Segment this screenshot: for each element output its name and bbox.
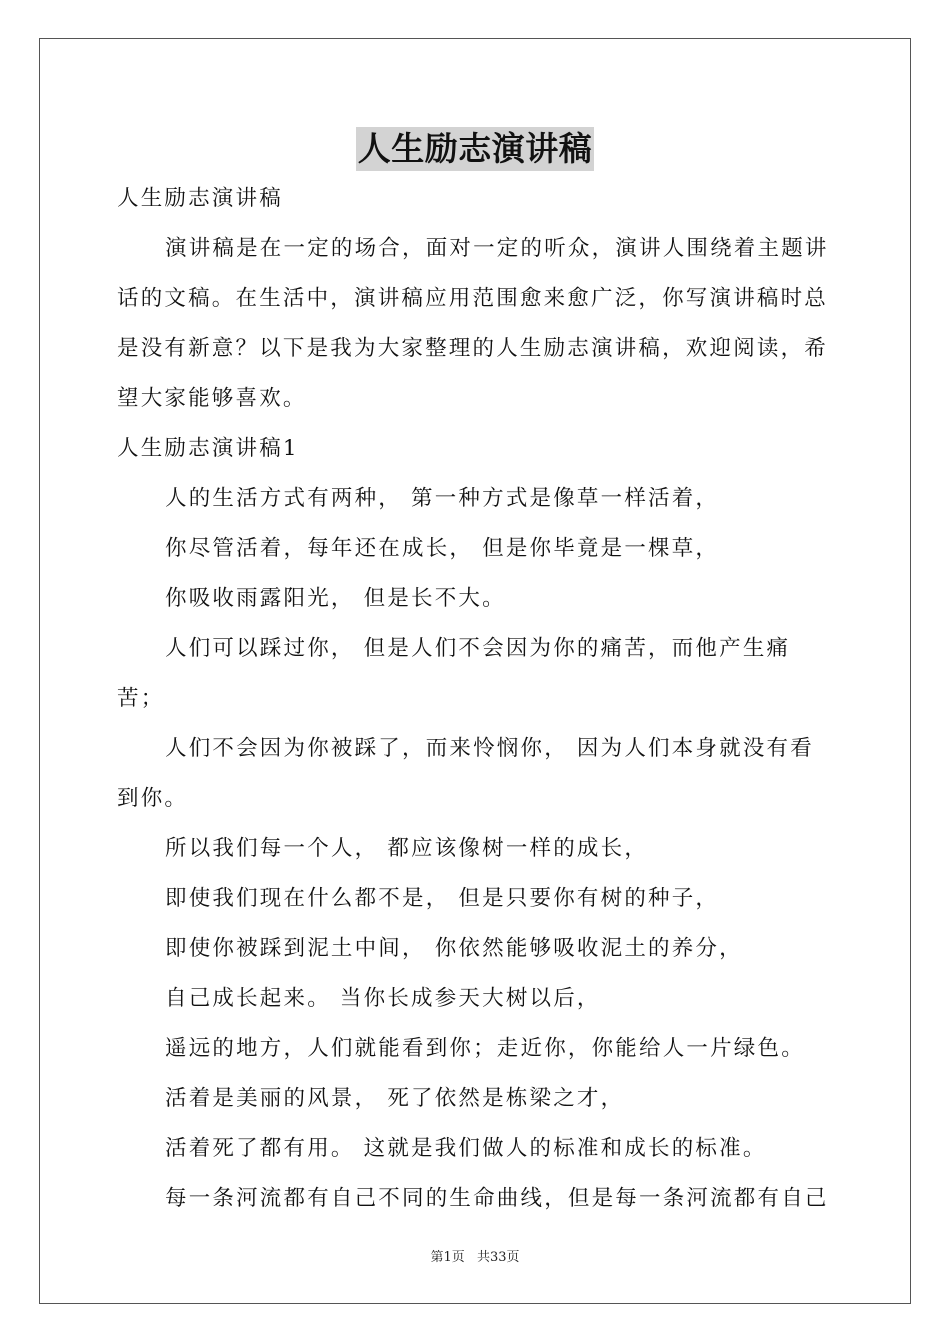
body-paragraph: 即使我们现在什么都不是， 但是只要你有树的种子， bbox=[165, 886, 720, 911]
body-paragraph: 遥远的地方，人们就能看到你；走近你，你能给人一片绿色。 bbox=[165, 1036, 805, 1061]
document-body bbox=[117, 174, 835, 1224]
body-paragraph: 演讲稿是在一定的场合，面对一定的听众，演讲人围绕着主题讲话的文稿。在生活中，演讲稿应用范围愈来愈广泛，你写演讲稿时总是没有新意？以下是我为大家整理的人生励志演讲稿，欢迎阅读，希望大家能够喜欢。 bbox=[117, 236, 829, 411]
document-title: 人生励志演讲稿 bbox=[356, 127, 595, 171]
section-heading: 人生励志演讲稿 bbox=[117, 186, 283, 211]
page-footer bbox=[0, 1246, 950, 1265]
page-number: 第1页 bbox=[430, 1250, 465, 1265]
body-paragraph: 人们不会因为你被踩了，而来怜悯你， 因为人们本身就没有看到你。 bbox=[117, 736, 814, 811]
body-paragraph: 活着是美丽的风景， 死了依然是栋梁之才， bbox=[165, 1086, 625, 1111]
body-paragraph: 人的生活方式有两种， 第一种方式是像草一样活着， bbox=[165, 486, 720, 511]
page-total: 共33页 bbox=[476, 1250, 520, 1265]
body-paragraph: 即使你被踩到泥土中间， 你依然能够吸收泥土的养分， bbox=[165, 936, 743, 961]
body-paragraph: 所以我们每一个人， 都应该像树一样的成长， bbox=[165, 836, 649, 861]
body-paragraph: 活着死了都有用。 这就是我们做人的标准和成长的标准。 bbox=[165, 1136, 767, 1161]
body-paragraph: 每一条河流都有自己不同的生命曲线，但是每一条河流都有自己 bbox=[165, 1186, 829, 1211]
body-paragraph: 你吸收雨露阳光， 但是长不大。 bbox=[165, 586, 506, 611]
document-title-row bbox=[0, 127, 950, 177]
body-paragraph: 你尽管活着，每年还在成长， 但是你毕竟是一棵草， bbox=[165, 536, 720, 561]
body-paragraph: 人们可以踩过你， 但是人们不会因为你的痛苦，而他产生痛苦； bbox=[117, 636, 791, 711]
section-heading: 人生励志演讲稿1 bbox=[117, 436, 299, 461]
body-paragraph: 自己成长起来。 当你长成参天大树以后， bbox=[165, 986, 601, 1011]
